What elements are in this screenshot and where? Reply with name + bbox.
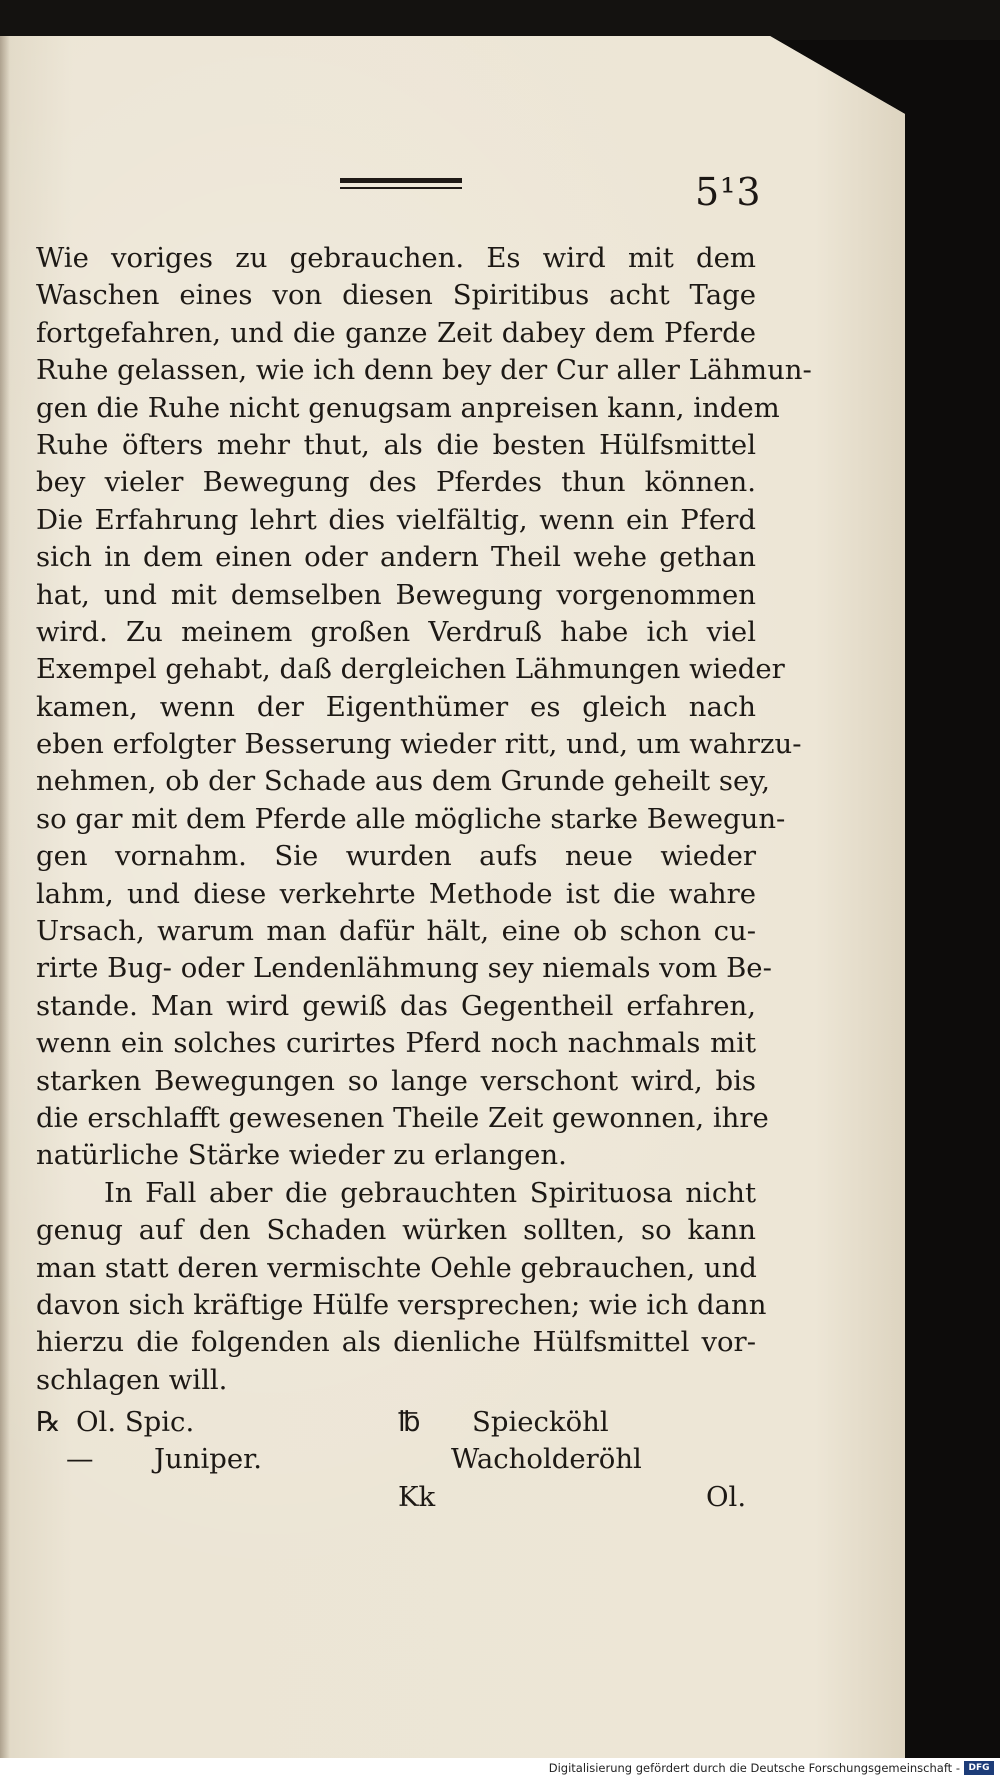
text-line: sich in dem einen oder andern Theil wehe gethan	[36, 541, 756, 574]
text-line: Exempel gehabt, daß dergleichen Lähmungen wieder	[36, 653, 785, 686]
text-line: gen die Ruhe nicht genugsam anpreisen kann, indem	[36, 391, 780, 424]
page-edge-shadow	[0, 36, 10, 1758]
text-line: wenn ein solches curirtes Pferd noch nachmals mit	[36, 1027, 756, 1060]
text-line: wird. Zu meinem großen Verdruß habe ich viel	[36, 615, 756, 648]
text-line: starken Bewegungen so lange verschont wird, bis	[36, 1064, 756, 1097]
recipe-row	[36, 1441, 756, 1478]
text-line: nehmen, ob der Schade aus dem Grunde geheilt sey,	[36, 765, 770, 798]
text-line: stande. Man wird gewiß das Gegentheil erfahren,	[36, 989, 756, 1022]
text-line: Die Erfahrung lehrt dies vielfältig, wenn ein Pferd	[36, 503, 756, 536]
recipe-latin: Juniper.	[154, 1443, 262, 1476]
recipe-symbol: ℞	[36, 1406, 61, 1438]
catchword: Ol.	[706, 1480, 747, 1513]
text-line: genug auf den Schaden würken sollten, so kann	[36, 1214, 756, 1247]
text-line: hat, und mit demselben Bewegung vorgenommen	[36, 578, 756, 611]
text-line: gen vornahm. Sie wurden aufs neue wieder	[36, 840, 756, 873]
text-line: rirte Bug- oder Lendenlähmung sey niemals vom Be-	[36, 952, 772, 985]
text-line: fortgefahren, und die ganze Zeit dabey dem Pferde	[36, 316, 756, 349]
recipe-block	[36, 1404, 756, 1516]
text-line: die erschlafft gewesenen Theile Zeit gewonnen, ihre	[36, 1101, 769, 1134]
text-line: In Fall aber die gebrauchten Spirituosa nicht	[104, 1176, 756, 1209]
text-line: so gar mit dem Pferde alle mögliche starke Bewegun-	[36, 802, 786, 835]
text-line: Ruhe öfters mehr thut, als die besten Hülfsmittel	[36, 428, 756, 461]
text-line: man statt deren vermischte Oehle gebrauchen, und	[36, 1251, 757, 1284]
text-line: hierzu die folgenden als dienliche Hülfsmittel vor-	[36, 1326, 756, 1359]
text-line: davon sich kräftige Hülfe versprechen; wie ich dann	[36, 1288, 767, 1321]
footer-credit: Digitalisierung gefördert durch die Deutsche Forschungsgemeinschaft -	[548, 1761, 960, 1775]
recipe-weight-sign: ℔	[398, 1406, 421, 1438]
scan-background-top	[0, 0, 1000, 40]
text-line: Ursach, warum man dafür hält, eine ob schon cu-	[36, 915, 756, 948]
header-ornament-rule	[340, 178, 462, 189]
recipe-row	[36, 1404, 756, 1441]
catchword-row	[36, 1479, 756, 1516]
text-line: Waschen eines von diesen Spiritibus acht Tage	[36, 279, 756, 312]
recipe-dash: —	[66, 1443, 94, 1476]
page-number: 5¹3	[695, 170, 762, 214]
dfg-logo-icon: DFG	[964, 1761, 994, 1775]
recipe-german: Spiecköhl	[472, 1406, 609, 1438]
text-line: bey vieler Bewegung des Pferdes thun können.	[36, 466, 756, 499]
text-line: Wie voriges zu gebrauchen. Es wird mit dem	[36, 242, 756, 274]
body-text	[36, 240, 812, 1399]
text-line: eben erfolgter Besserung wieder ritt, und, um wahrzu-	[36, 728, 802, 761]
text-line: natürliche Stärke wieder zu erlangen.	[36, 1139, 567, 1172]
text-line: kamen, wenn der Eigenthümer es gleich nach	[36, 690, 756, 723]
text-line: schlagen will.	[36, 1363, 228, 1396]
recipe-german: Wacholderöhl	[451, 1443, 642, 1476]
text-line: Ruhe gelassen, wie ich denn bey der Cur aller Lähmun-	[36, 354, 812, 387]
signature-mark: Kk	[398, 1480, 436, 1513]
text-line: lahm, und diese verkehrte Methode ist die wahre	[36, 877, 756, 910]
recipe-latin: Ol. Spic.	[76, 1406, 195, 1438]
